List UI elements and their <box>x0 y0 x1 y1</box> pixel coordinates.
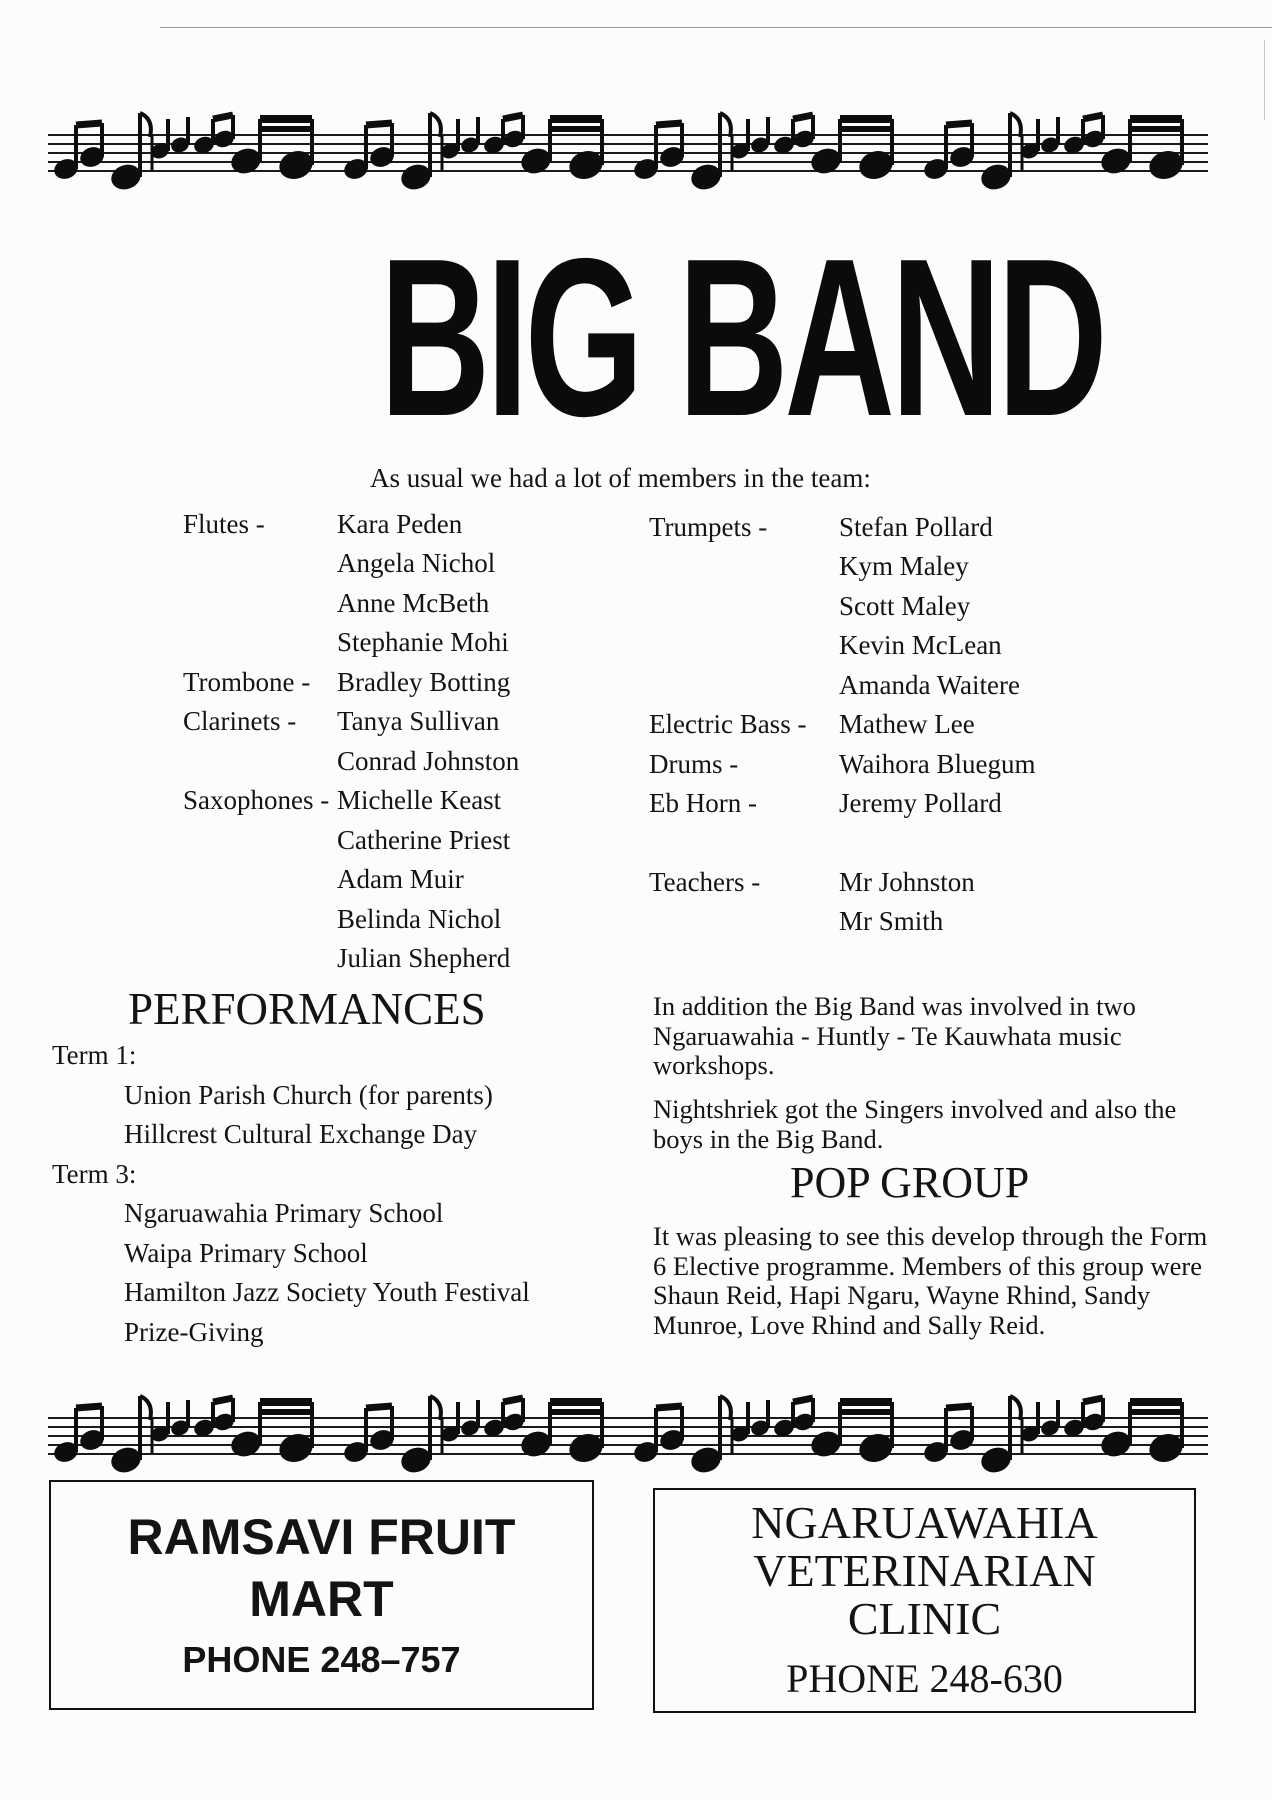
fruit-mart-ad <box>49 1480 594 1710</box>
ad-name-line: MART <box>249 1571 394 1627</box>
member-name: Jeremy Pollard <box>839 788 1002 818</box>
performance-item: Hillcrest Cultural Exchange Day <box>124 1119 478 1149</box>
section-label: Trombone - <box>183 667 311 697</box>
section-label: Eb Horn - <box>649 788 757 818</box>
page-title: BIG BAND <box>379 211 1104 463</box>
section-label: Trumpets - <box>649 512 768 542</box>
member-name: Conrad Johnston <box>337 746 520 776</box>
member-name: Scott Maley <box>839 591 971 621</box>
member-name: Amanda Waitere <box>839 670 1020 700</box>
ad-name-line: VETERINARIAN <box>753 1544 1096 1596</box>
term-label: Term 1: <box>52 1040 137 1070</box>
music-notes-icon <box>48 1388 1208 1488</box>
performance-item: Hamilton Jazz Society Youth Festival <box>124 1277 530 1307</box>
performance-item: Prize-Giving <box>124 1316 264 1347</box>
term-label: Term 3: <box>52 1158 137 1189</box>
workshops-paragraph: In addition the Big Band was involved in two Ngaruawahia - Huntly - Te Kauwhata music workshops. <box>653 991 1136 1080</box>
vet-clinic-ad <box>653 1488 1196 1713</box>
performance-item: Union Parish Church (for parents) <box>124 1079 493 1110</box>
member-name: Belinda Nichol <box>337 904 502 934</box>
member-name: Waihora Bluegum <box>839 749 1036 779</box>
section-label: Drums - <box>649 749 739 779</box>
ad-name-line: NGARUAWAHIA <box>751 1496 1098 1548</box>
performance-item: Ngaruawahia Primary School <box>124 1198 444 1228</box>
member-name: Tanya Sullivan <box>337 706 500 736</box>
member-name: Michelle Keast <box>337 785 502 815</box>
music-notes-icon <box>48 105 1208 205</box>
section-label: Clarinets - <box>183 706 297 736</box>
section-label: Flutes - <box>183 509 265 539</box>
performances-list <box>52 1036 530 1352</box>
member-name: Angela Nichol <box>337 548 496 578</box>
member-name: Julian Shepherd <box>337 943 511 973</box>
member-name: Catherine Priest <box>337 825 511 855</box>
performances-heading: PERFORMANCES <box>128 984 486 1034</box>
performance-item: Waipa Primary School <box>124 1237 368 1268</box>
section-label: Saxophones - <box>183 785 330 815</box>
section-label: Electric Bass - <box>649 709 807 739</box>
page-edge-rule-right <box>1264 40 1265 120</box>
ad-phone: PHONE 248-630 <box>786 1655 1063 1701</box>
member-name: Mathew Lee <box>839 709 975 739</box>
section-label: Teachers - <box>649 867 761 897</box>
page-edge-rule <box>160 27 1272 28</box>
member-name: Kym Maley <box>839 551 969 581</box>
pop-group-paragraph: It was pleasing to see this develop through the Form 6 Elective programme. Members of this group were Shaun Reid, Hapi Ngaru, Wayne Rhind, Sandy Munroe, Love Rhind and Sally Reid. <box>653 1221 1208 1340</box>
member-name: Mr Johnston <box>839 867 975 897</box>
pop-group-heading: POP GROUP <box>790 1158 1030 1207</box>
nightshriek-paragraph: Nightshriek got the Singers involved and also the boys in the Big Band. <box>653 1094 1177 1154</box>
intro-text: As usual we had a lot of members in the team: <box>370 463 871 493</box>
member-name: Mr Smith <box>839 906 944 936</box>
member-name: Anne McBeth <box>337 588 490 618</box>
member-name: Kevin McLean <box>839 630 1002 660</box>
member-name: Stephanie Mohi <box>337 627 509 657</box>
ad-name-line: CLINIC <box>847 1592 1002 1644</box>
member-name: Kara Peden <box>337 509 463 539</box>
member-name: Stefan Pollard <box>839 512 993 542</box>
ad-name-line: RAMSAVI FRUIT <box>127 1509 516 1565</box>
ad-phone: PHONE 248–757 <box>182 1639 461 1680</box>
member-name: Bradley Botting <box>337 667 511 697</box>
member-name: Adam Muir <box>337 864 464 894</box>
